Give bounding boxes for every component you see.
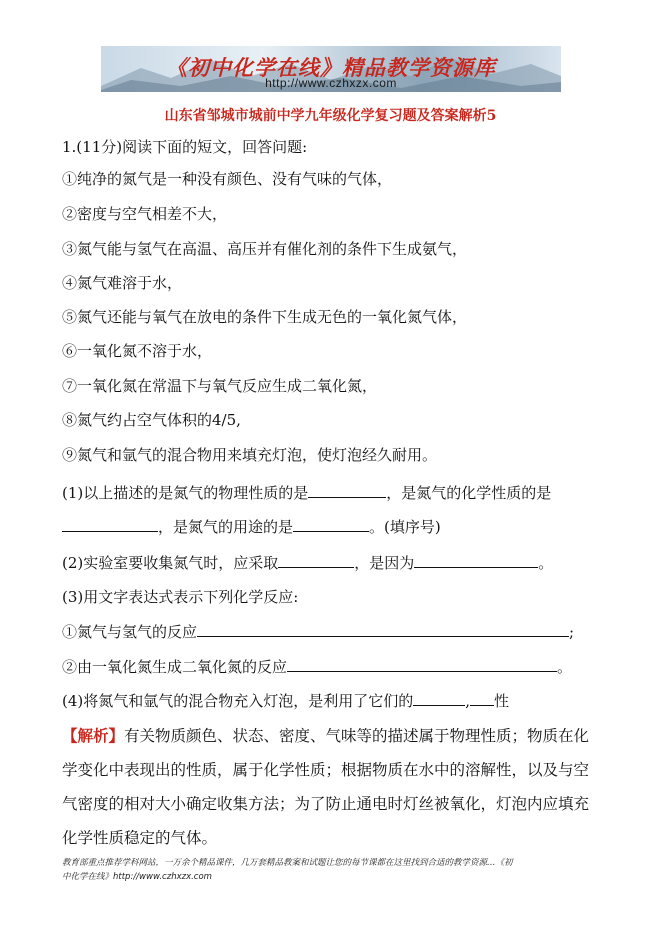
q3-1-end: ; [569, 623, 575, 641]
passage-item-9: ⑨氮气和氩气的混合物用来填充灯泡，使灯泡经久耐用。 [62, 446, 438, 464]
document-title: 山东省邹城市城前中学九年级化学复习题及答案解析5 [164, 108, 497, 124]
passage-item-7: ⑦一氧化氮在常温下与氧气反应生成二氧化氮， [62, 377, 378, 395]
banner-url: http://www.czhxzx.com [265, 76, 397, 90]
q3-1-label: ①氮气与氢气的反应 [62, 623, 198, 641]
q3-2-label: ②由一氧化氮生成二氧化氮的反应 [62, 658, 288, 676]
question-3-header: (3)用文字表达式表示下列化学反应: [62, 588, 299, 606]
question-1-line-1 [62, 482, 551, 503]
answer-blank-use[interactable] [293, 516, 369, 532]
header-banner [101, 46, 561, 92]
analysis-tag: 【解析】 [62, 726, 125, 745]
answer-blank-reaction-1[interactable] [197, 621, 569, 637]
answer-blank-reason[interactable] [414, 552, 538, 568]
q1-chemical-label: ，是氮气的化学性质的是 [386, 484, 552, 502]
footer-line-2: 中化学在线》http://www.czhxzx.com [62, 872, 212, 882]
analysis-line-3: 气密度的相对大小确定收集方法；为了防止通电时灯丝被氧化，灯泡内应填充 [62, 795, 590, 813]
passage-item-2: ②密度与空气相差不大， [62, 205, 228, 223]
answer-blank-physical[interactable] [308, 482, 386, 498]
passage-item-6: ⑥一氧化氮不溶于水， [62, 342, 213, 360]
answer-blank-method[interactable] [278, 552, 354, 568]
analysis-text-1: 有关物质颜色、状态、密度、气味等的描述属于物理性质；物质在化 [124, 727, 590, 745]
q4-end: 性 [494, 692, 510, 710]
page-footer [62, 856, 622, 884]
q2-method-label: (2)实验室要收集氮气时，应采取 [62, 554, 279, 572]
question-3-part-1 [62, 621, 574, 642]
q1-use-label: ，是氮气的用途的是 [158, 518, 294, 536]
footer-line-1: 教育部重点推荐学科网站，一万余个精品课件，几万套精品教案和试题让您的每节课都在这里找到合适的教学资源…《初 [62, 858, 513, 868]
analysis-line-1 [62, 726, 640, 746]
q2-reason-label: ，是因为 [354, 554, 415, 572]
question-2-line [62, 552, 553, 573]
question-3-part-2 [62, 656, 572, 677]
passage-item-3: ③氮气能与氢气在高温、高压并有催化剂的条件下生成氨气， [62, 240, 468, 258]
question-1-line-2 [62, 516, 441, 537]
analysis-line-2: 学变化中表现出的性质，属于化学性质；根据物质在水中的溶解性，以及与空 [62, 761, 590, 779]
passage-item-1: ①纯净的氮气是一种没有颜色、没有气味的气体， [62, 170, 393, 188]
q1-physical-label: (1)以上描述的是氮气的物理性质的是 [62, 484, 309, 502]
q1-note: 。(填序号) [369, 518, 441, 536]
q2-end: 。 [538, 554, 554, 572]
analysis-line-4: 化学性质稳定的气体。 [62, 829, 218, 847]
banner-title: 《初中化学在线》精品教学资源库 [166, 55, 496, 80]
q3-2-end: 。 [557, 658, 573, 676]
passage-item-8: ⑧氮气约占空气体积的4/5, [62, 411, 241, 429]
answer-blank-property-1[interactable] [413, 690, 465, 706]
answer-blank-property-2[interactable] [470, 690, 494, 706]
passage-item-4: ④氮气难溶于水， [62, 274, 183, 292]
passage-item-5: ⑤氮气还能与氧气在放电的条件下生成无色的一氧化氮气体， [62, 308, 468, 326]
answer-blank-chemical[interactable] [62, 516, 158, 532]
q4-sep: , [465, 692, 471, 710]
q4-label: (4)将氮气和氩气的混合物充入灯泡，是利用了它们的 [62, 692, 414, 710]
answer-blank-reaction-2[interactable] [287, 656, 557, 672]
question-header: 1.(11分)阅读下面的短文，回答问题: [62, 138, 308, 156]
question-4-line [62, 690, 509, 711]
